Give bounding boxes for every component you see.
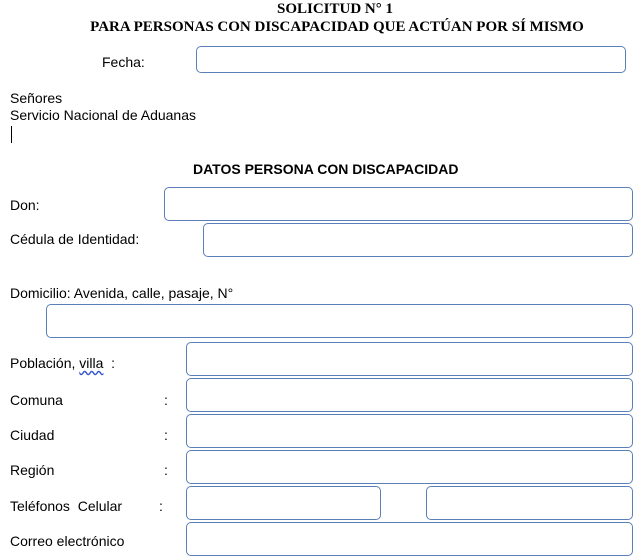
- cedula-input[interactable]: [203, 223, 633, 257]
- region-input[interactable]: [186, 450, 633, 484]
- ciudad-input[interactable]: [186, 414, 633, 448]
- correo-label: Correo electrónico: [10, 533, 125, 549]
- addressee-line1: Señores: [10, 90, 63, 106]
- telefonos-colon: :: [159, 498, 163, 514]
- comuna-input[interactable]: [186, 378, 633, 412]
- section-heading: DATOS PERSONA CON DISCAPACIDAD: [193, 161, 459, 177]
- text-cursor: [11, 126, 12, 143]
- celular-input[interactable]: [426, 486, 633, 520]
- domicilio-label: Domicilio: Avenida, calle, pasaje, N°: [10, 285, 234, 301]
- comuna-colon: :: [164, 392, 168, 408]
- form-title-line2: PARA PERSONAS CON DISCAPACIDAD QUE ACTÚAN POR SÍ MISMO: [90, 19, 584, 35]
- ciudad-colon: :: [164, 427, 168, 443]
- telefono-input[interactable]: [186, 486, 381, 520]
- cedula-label: Cédula de Identidad:: [10, 231, 140, 247]
- domicilio-input[interactable]: [46, 304, 633, 338]
- ciudad-label: Ciudad: [10, 427, 55, 443]
- comuna-label: Comuna: [10, 392, 63, 408]
- poblacion-input[interactable]: [186, 342, 633, 376]
- region-colon: :: [164, 462, 168, 478]
- poblacion-label: Población, villa :: [10, 355, 116, 371]
- fecha-input[interactable]: [196, 46, 626, 73]
- spellcheck-villa: villa: [79, 355, 104, 371]
- telefonos-label: Teléfonos Celular: [10, 498, 123, 514]
- correo-input[interactable]: [186, 522, 633, 556]
- don-input[interactable]: [164, 187, 633, 221]
- don-label: Don:: [10, 197, 40, 213]
- fecha-label: Fecha:: [102, 54, 145, 70]
- addressee-line2: Servicio Nacional de Aduanas: [10, 107, 197, 123]
- form-title-line1: SOLICITUD N° 1: [276, 1, 394, 17]
- region-label: Región: [10, 462, 55, 478]
